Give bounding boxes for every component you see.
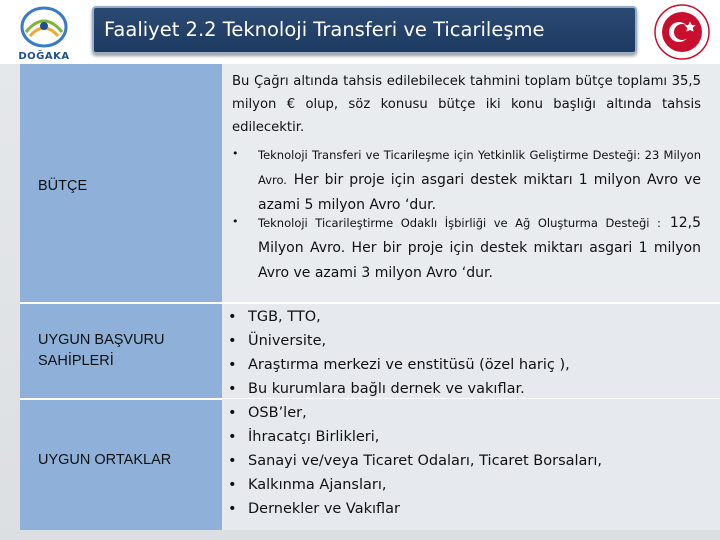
budget-intro: Bu Çağrı altında tahsis edilebilecek tahmini toplam bütçe toplamı 35,5 milyon € olup, söz konusu bütçe iki konu başlığı altında tahsis edilecektir. — [232, 74, 701, 135]
row-divider — [20, 302, 720, 304]
applicant-item: • TGB, TTO, — [228, 305, 708, 329]
crescent-star-emblem-icon — [648, 2, 716, 62]
partner-item: • İhracatçı Birlikleri, — [228, 425, 708, 449]
bullet-icon: • — [228, 501, 237, 517]
bullet-icon: • — [232, 215, 239, 228]
kalkinma-bakanligi-logo — [648, 2, 716, 62]
eligibility-lists — [228, 305, 708, 521]
budget-item-name: Teknoloji Transferi ve Ticarileşme için Yetkinlik Geliştirme Desteği: 23 Milyon Avro. — [258, 148, 701, 187]
row-label-ortaklar: UYGUN ORTAKLAR — [38, 452, 172, 468]
bullet-icon: • — [232, 147, 239, 160]
bullet-icon: • — [228, 429, 237, 445]
slide-title: Faaliyet 2.2 Teknoloji Transferi ve Ticarileşme — [92, 6, 637, 54]
dogaka-logo — [6, 4, 90, 64]
budget-item — [232, 210, 701, 285]
bullet-icon: • — [228, 453, 237, 469]
bullet-icon: • — [228, 333, 237, 349]
row-label-butce: BÜTÇE — [38, 178, 88, 194]
partner-item: • OSB’ler, — [228, 401, 708, 425]
applicant-item: • Araştırma merkezi ve enstitüsü (özel hariç ), — [228, 353, 708, 377]
row-label-basvuru-sahipleri: UYGUN BAŞVURU SAHİPLERİ — [38, 332, 165, 369]
bullet-icon: • — [228, 357, 237, 373]
bullet-icon: • — [228, 309, 237, 325]
partner-item: • Kalkınma Ajansları, — [228, 473, 708, 497]
budget-item — [232, 142, 701, 217]
partner-item: • Dernekler ve Vakıflar — [228, 497, 708, 521]
dogaka-emblem-icon — [18, 6, 70, 48]
dogaka-wordmark: DOĞAKA — [18, 51, 70, 62]
partner-item: • Sanayi ve/veya Ticaret Odaları, Ticaret Borsaları, — [228, 449, 708, 473]
bullet-icon: • — [228, 381, 237, 397]
bullet-icon: • — [228, 405, 237, 421]
bullet-icon: • — [228, 477, 237, 493]
budget-item-detail: Her bir proje için asgari destek miktarı 1 milyon Avro ve azami 5 milyon Avro ‘dur. — [258, 172, 701, 213]
budget-item-name: Teknoloji Ticarileştirme Odaklı İşbirliği ve Ağ Oluşturma Desteği : — [258, 216, 661, 230]
applicant-item: • Bu kurumlara bağlı dernek ve vakıflar. — [228, 377, 708, 401]
row-divider — [20, 398, 222, 400]
applicant-item: • Üniversite, — [228, 329, 708, 353]
budget-item-detail: 12,5 Milyon Avro. Her bir proje için destek miktarı asgari 1 milyon Avro ve azami 3 milyon Avro ‘dur. — [258, 215, 701, 281]
